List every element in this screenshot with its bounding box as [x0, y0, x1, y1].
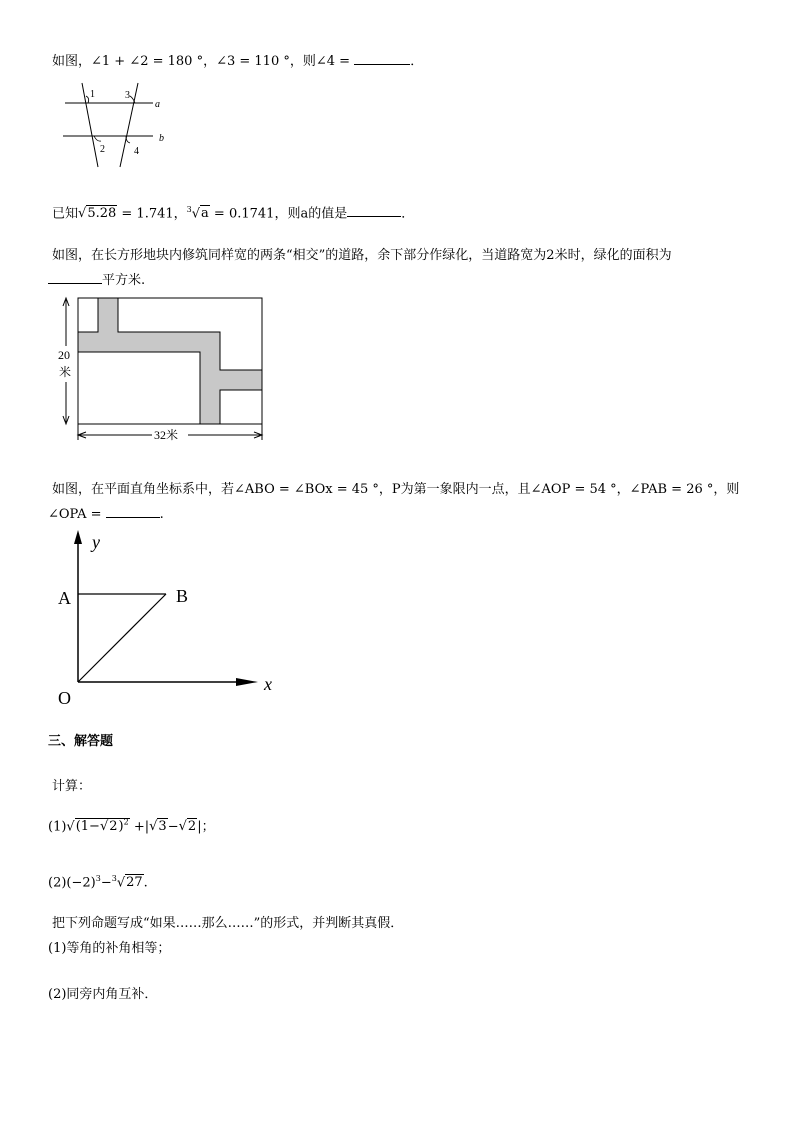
section-title: 三、解答题 — [48, 734, 114, 749]
line-a-label: a — [155, 99, 160, 110]
point-B-label: B — [176, 586, 189, 606]
origin-label: O — [58, 688, 71, 708]
q6-item1: (1)等角的补角相等； — [48, 941, 171, 956]
cbrt-27: $^3$√27 — [111, 874, 143, 891]
sqrt-5-28: √5.28 — [78, 206, 117, 222]
cbrt-a: $^3$√a — [186, 205, 209, 222]
q5-part2: $(2)(-2)^3-^3√27$. — [48, 871, 148, 891]
coordinate-figure — [50, 526, 290, 716]
q3-line1: 如图，在长方形地块内修筑同样宽的两条“相交”的道路，余下部分作绿化，当道路宽为2米时，绿化的面积为 — [52, 248, 672, 263]
line-b-label: b — [159, 133, 164, 144]
width-label: 32米 — [154, 428, 179, 442]
q1-period: ． — [410, 54, 424, 69]
q6-intro: 把下列命题写成“如果……那么……”的形式，并判断其真假． — [52, 916, 404, 931]
q6-item2: (2)同旁内角互补． — [48, 987, 158, 1002]
q1-stem: 如图，∠1 + ∠2 = 180 °，∠3 = 110 °，则∠4 = — [52, 54, 355, 69]
x-label: x — [264, 674, 272, 694]
q4-answer-blank[interactable] — [106, 505, 160, 518]
height-label-num: 20 — [58, 348, 70, 362]
q3-line2: 平方米. — [48, 271, 145, 289]
point-A-label: A — [58, 588, 71, 608]
segment-OB — [78, 594, 166, 682]
angle-1-label: 1 — [90, 89, 95, 100]
q5-intro: 计算： — [52, 779, 92, 794]
parallel-lines-figure — [60, 82, 180, 172]
angle-2-label: 2 — [100, 144, 105, 155]
q5-part1: $(1)√(1-√2)^2 +|√3-√2|$； — [48, 815, 215, 835]
q1-answer-blank[interactable] — [354, 52, 410, 65]
q1-text — [52, 52, 423, 70]
angle-3-label: 3 — [125, 90, 130, 101]
height-label-unit: 米 — [59, 365, 72, 379]
q2-answer-blank[interactable] — [347, 204, 401, 217]
q4-line2: ∠OPA = . — [48, 507, 164, 522]
road-rectangle-figure — [50, 292, 272, 444]
q4-line1: 如图，在平面直角坐标系中，若∠ABO = ∠BOx = 45 °，P为第一象限内一点，且∠AOP = 54 °，∠PAB = 26 °，则 — [52, 482, 740, 497]
sqrt-expression: $√(1-√2)^2$ — [66, 818, 129, 835]
q3-answer-blank[interactable] — [48, 271, 102, 284]
angle-4-label: 4 — [134, 146, 139, 157]
y-label: y — [92, 532, 100, 552]
q2-text: 已知√5.28 = 1.741，$^3$√a = 0.1741，则a的值是 ． — [52, 202, 414, 222]
